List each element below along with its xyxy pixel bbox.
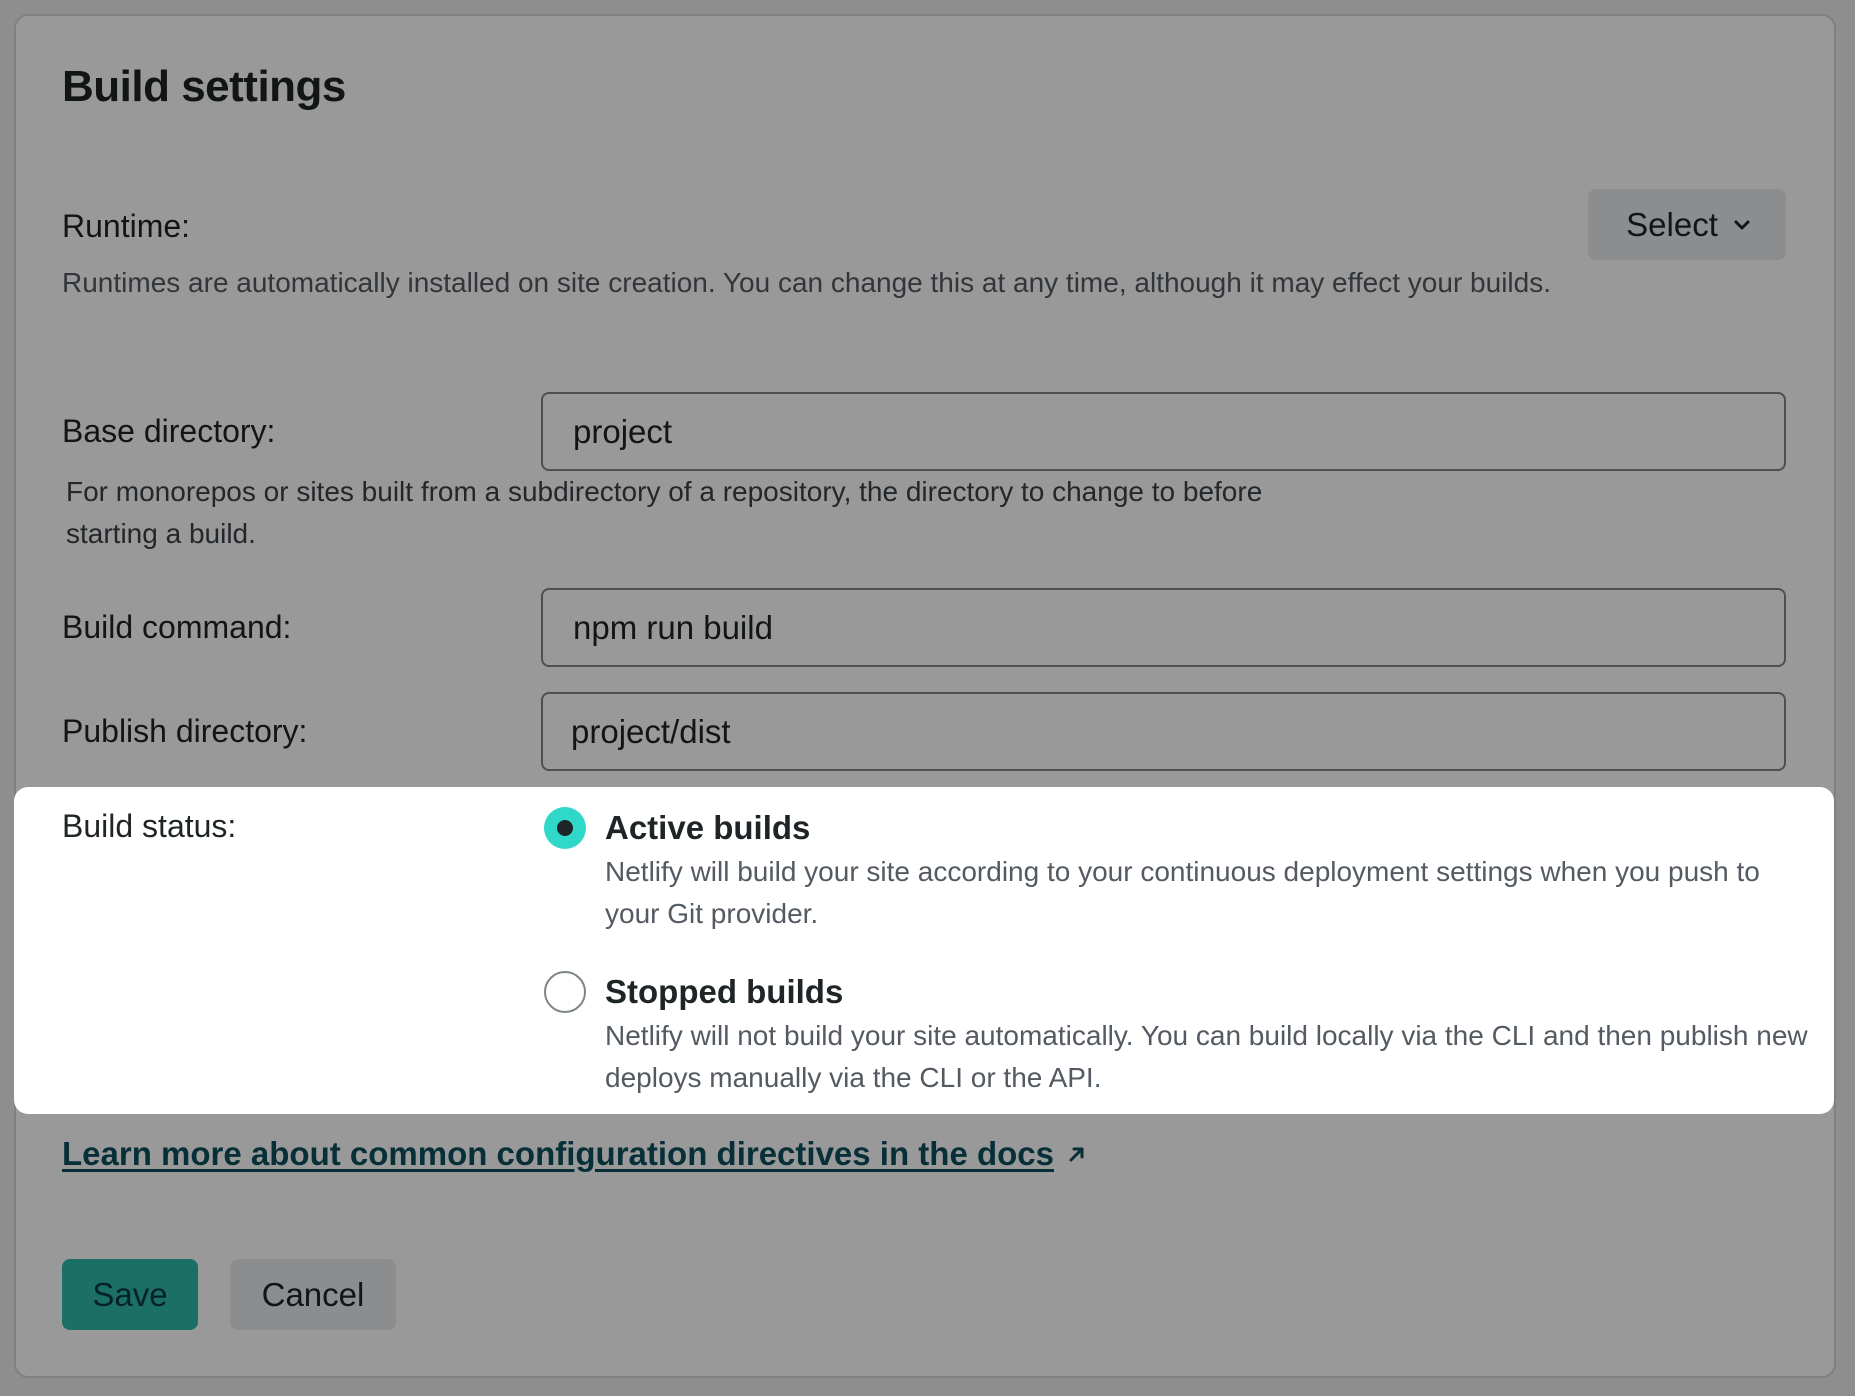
active-builds-description: Netlify will build your site according to your continuous deployment settings when you push to your Git provider. <box>605 856 1760 929</box>
build-command-input[interactable] <box>541 588 1786 667</box>
docs-link-text: Learn more about common configuration directives in the docs <box>62 1135 1054 1172</box>
publish-directory-label: Publish directory: <box>62 713 308 749</box>
build-status-section <box>14 787 1834 1114</box>
runtime-select-label: Select <box>1626 205 1718 243</box>
base-directory-input[interactable] <box>541 392 1786 471</box>
docs-link[interactable] <box>62 1135 1088 1173</box>
stopped-builds-description: Netlify will not build your site automatically. You can build locally via the CLI and then publish new deploys manually via the CLI or the API. <box>605 1020 1808 1093</box>
base-directory-label: Base directory: <box>62 413 276 449</box>
active-builds-title[interactable]: Active builds <box>605 809 811 846</box>
runtime-label: Runtime: <box>62 208 191 244</box>
base-directory-help-line-1: For monorepos or sites built from a subdirectory of a repository, the directory to change to before <box>66 476 1263 507</box>
stopped-builds-radio[interactable] <box>544 971 586 1013</box>
external-link-arrow-icon <box>1066 1143 1088 1165</box>
stopped-builds-title[interactable]: Stopped builds <box>605 973 844 1010</box>
build-command-label: Build command: <box>62 609 292 645</box>
publish-directory-input[interactable] <box>541 692 1786 771</box>
page-title: Build settings <box>62 62 346 111</box>
active-builds-radio[interactable] <box>544 807 586 849</box>
build-status-label: Build status: <box>62 808 237 844</box>
base-directory-help-line-2: starting a build. <box>66 518 256 549</box>
base-directory-help-text <box>66 471 1466 555</box>
cancel-button[interactable]: Cancel <box>230 1259 396 1330</box>
runtime-help-text: Runtimes are automatically installed on site creation. You can change this at any time, although it may effect your builds. <box>62 267 1551 298</box>
chevron-down-icon <box>1732 215 1752 235</box>
save-button[interactable]: Save <box>62 1259 198 1330</box>
runtime-select-button[interactable] <box>1588 189 1786 260</box>
